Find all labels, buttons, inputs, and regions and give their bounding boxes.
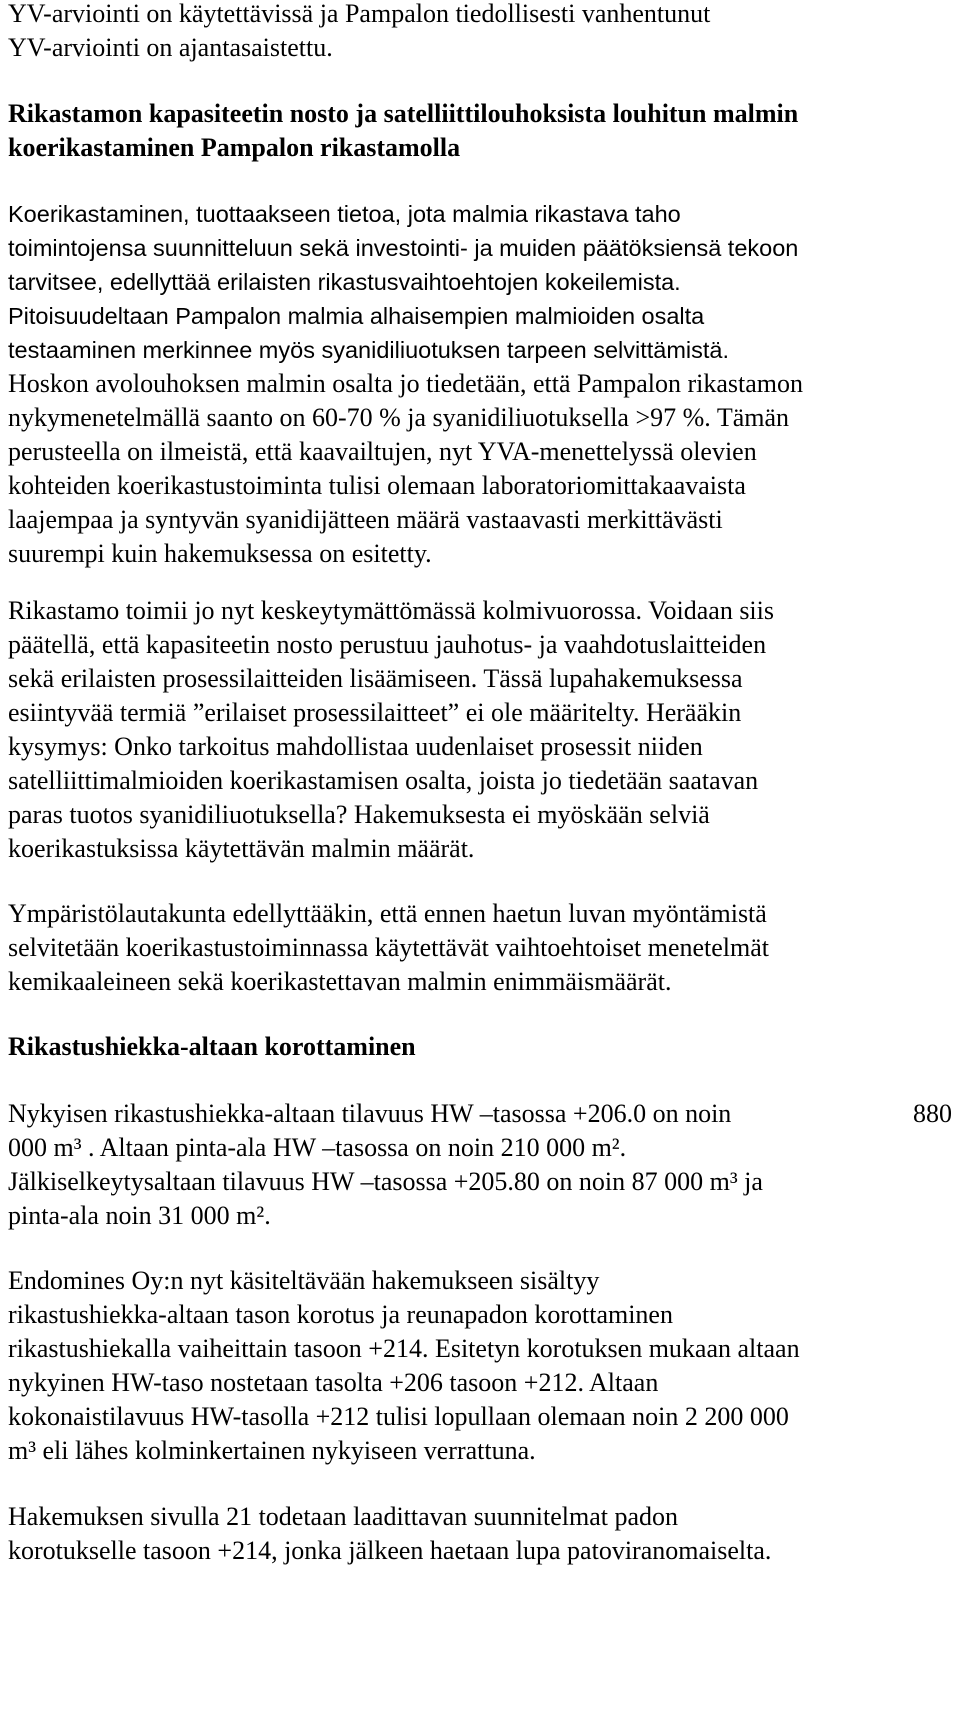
- paragraph-line: kokonaistilavuus HW-tasolla +212 tulisi lopullaan olemaan noin 2 200 000: [8, 1402, 789, 1431]
- paragraph-line: suurempi kuin hakemuksessa on esitetty.: [8, 539, 432, 568]
- paragraph-line: 000 m³ . Altaan pinta-ala HW –tasossa on noin 210 000 m².: [8, 1133, 627, 1162]
- paragraph-line: [8, 1097, 952, 1131]
- paragraph-line: Endomines Oy:n nyt käsiteltävään hakemukseen sisältyy: [8, 1266, 600, 1295]
- paragraph-line: koerikastuksissa käytettävän malmin määrät.: [8, 834, 475, 863]
- paragraph-line: rikastushiekka-altaan tason korotus ja reunapadon korottaminen: [8, 1300, 673, 1329]
- paragraph-line: kemikaaleineen sekä koerikastettavan malmin enimmäismäärät.: [8, 967, 672, 996]
- paragraph-line: Pitoisuudeltaan Pampalon malmia alhaisempien malmioiden osalta: [8, 303, 705, 329]
- intro-line: YV-arviointi on ajantasaistettu.: [8, 33, 333, 62]
- paragraph-line: nykymenetelmällä saanto on 60-70 % ja syanidiliuotuksella >97 %. Tämän: [8, 403, 790, 432]
- paragraph-line: kohteiden koerikastustoiminta tulisi olemaan laboratoriomittakaavaista: [8, 471, 746, 500]
- section-heading: Rikastamon kapasiteetin nosto ja satelliittilouhoksista louhitun malmin: [8, 99, 799, 128]
- paragraph-line: perusteella on ilmeistä, että kaavailtujen, nyt YVA-menettelyssä olevien: [8, 437, 757, 466]
- paragraph-line: laajempaa ja syntyvän syanidijätteen määrä vastaavasti merkittävästi: [8, 505, 723, 534]
- paragraph-line: pinta-ala noin 31 000 m².: [8, 1201, 271, 1230]
- paragraph-line: tarvitsee, edellyttää erilaisten rikastusvaihtoehtojen kokeilemista.: [8, 269, 681, 295]
- paragraph-text: Nykyisen rikastushiekka-altaan tilavuus HW –tasossa +206.0 on noin: [8, 1099, 732, 1128]
- paragraph-line: Hoskon avolouhoksen malmin osalta jo tiedetään, että Pampalon rikastamon: [8, 369, 803, 398]
- paragraph-line: rikastushiekalla vaiheittain tasoon +214. Esitetyn korotuksen mukaan altaan: [8, 1334, 800, 1363]
- section-heading: Rikastushiekka-altaan korottaminen: [8, 1032, 416, 1061]
- paragraph-line: paras tuotos syanidiliuotuksella? Hakemuksesta ei myöskään selviä: [8, 800, 710, 829]
- paragraph-line: testaaminen merkinnee myös syanidiliuotuksen tarpeen selvittämistä.: [8, 337, 730, 363]
- paragraph-line: korotukselle tasoon +214, jonka jälkeen haetaan lupa patoviranomaiselta.: [8, 1536, 772, 1565]
- paragraph-line: selvitetään koerikastustoiminnassa käytettävät vaihtoehtoiset menetelmät: [8, 933, 769, 962]
- intro-line: YV-arviointi on käytettävissä ja Pampalon tiedollisesti vanhentunut: [8, 0, 711, 28]
- paragraph-line: nykyinen HW-taso nostetaan tasolta +206 tasoon +212. Altaan: [8, 1368, 659, 1397]
- section-heading: koerikastaminen Pampalon rikastamolla: [8, 133, 461, 162]
- paragraph-line: Koerikastaminen, tuottaakseen tietoa, jota malmia rikastava taho: [8, 201, 681, 227]
- paragraph-line: satelliittimalmioiden koerikastamisen osalta, joista jo tiedetään saatavan: [8, 766, 759, 795]
- paragraph-line: esiintyvää termiä ”erilaiset prosessilaitteet” ei ole määritelty. Herääkin: [8, 698, 742, 727]
- paragraph-line: kysymys: Onko tarkoitus mahdollistaa uudenlaiset prosessit niiden: [8, 732, 703, 761]
- paragraph-line: toimintojensa suunnitteluun sekä investointi- ja muiden päätöksiensä tekoon: [8, 235, 799, 261]
- paragraph-line: Rikastamo toimii jo nyt keskeytymättömässä kolmivuorossa. Voidaan siis: [8, 596, 774, 625]
- paragraph-number: 880: [913, 1099, 952, 1128]
- paragraph-line: päätellä, että kapasiteetin nosto perustuu jauhotus- ja vaahdotuslaitteiden: [8, 630, 767, 659]
- paragraph-line: Jälkiselkeytysaltaan tilavuus HW –tasossa +205.80 on noin 87 000 m³ ja: [8, 1167, 763, 1196]
- paragraph-line: sekä erilaisten prosessilaitteiden lisäämiseen. Tässä lupahakemuksessa: [8, 664, 743, 693]
- paragraph-line: Hakemuksen sivulla 21 todetaan laadittavan suunnitelmat padon: [8, 1502, 679, 1531]
- paragraph-line: m³ eli lähes kolminkertainen nykyiseen verrattuna.: [8, 1436, 536, 1465]
- paragraph-line: Ympäristölautakunta edellyttääkin, että ennen haetun luvan myöntämistä: [8, 899, 767, 928]
